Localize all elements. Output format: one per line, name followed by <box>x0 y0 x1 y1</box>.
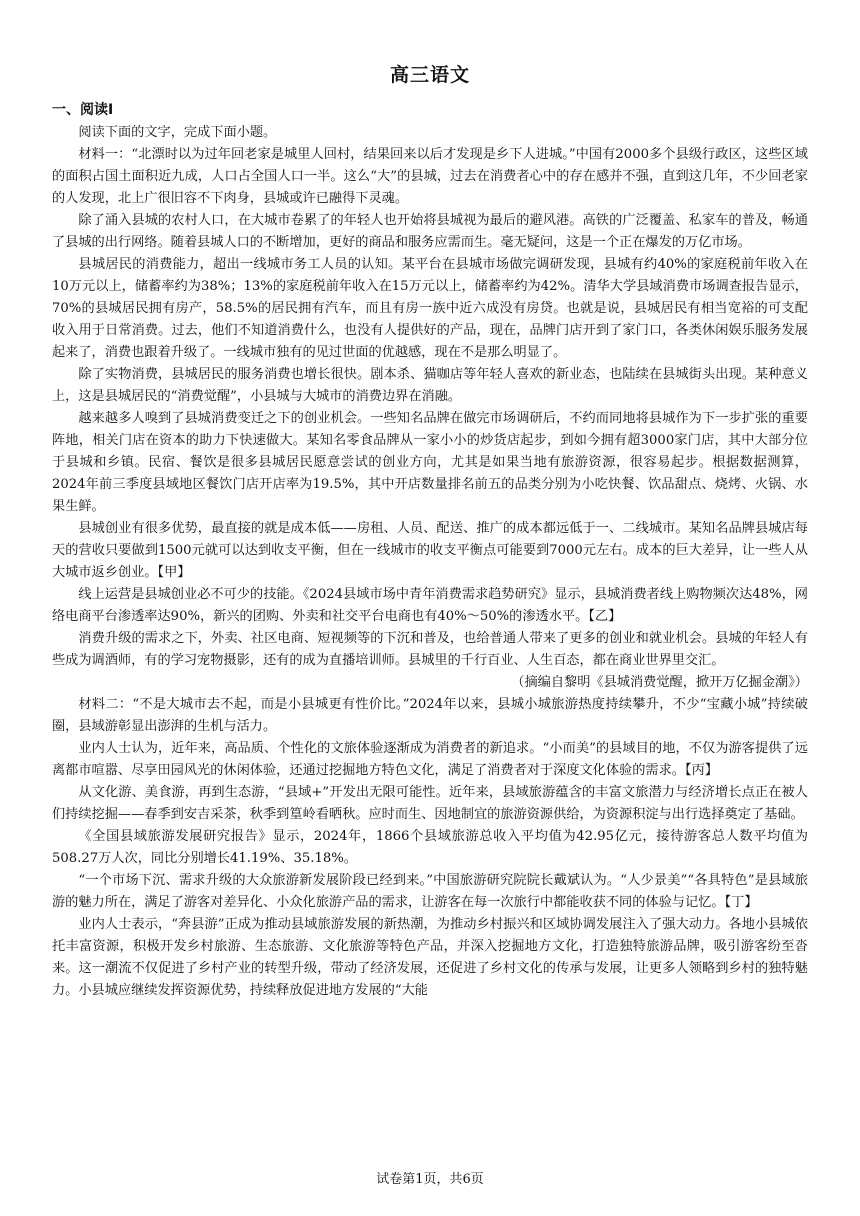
page-footer: 试卷第1页，共6页 <box>376 1172 484 1187</box>
paragraph: 除了涌入县城的农村人口，在大城市卷累了的年轻人也开始将县城视为最后的避风港。高铁的广泛覆盖、私家车的普及，畅通了县城的出行网络。随着县城人口的不断增加，更好的商品和服务应需而生。毫无疑问，这是一个正在爆发的万亿市场。 <box>52 213 808 250</box>
paragraph: 业内人士表示，“奔县游”正成为推动县域旅游发展的新热潮，为推动乡村振兴和区域协调发展注入了强大动力。各地小县城依托丰富资源，积极开发乡村旅游、生态旅游、文化旅游等特色产品，并深入挖掘地方文化，打造独特旅游品牌，吸引游客纷至沓来。这一潮流不仅促进了乡村产业的转型升级，带动了经济发展，还促进了乡村文化的传承与发展，让更多人领略到乡村的独特魅力。小县城应继续发挥资源优势，持续释放促进地方发展的“大能 <box>52 917 808 998</box>
paragraph: 从文化游、美食游，再到生态游，“县域+”开发出无限可能性。近年来，县域旅游蕴含的丰富文旅潜力与经济增长点正在被人们持续挖掘——春季到安吉采茶，秋季到篁岭看晒秋。应时而生、因地制宜的旅游资源供给，为资源积淀与出行选择奠定了基础。 <box>52 785 808 822</box>
paragraph: 业内人士认为，近年来，高品质、个性化的文旅体验逐渐成为消费者的新追求。“小而美”的县域目的地，不仅为游客提供了远离都市喧嚣、尽享田园风光的休闲体验，还通过挖掘地方特色文化，满足了消费者对于深度文化体验的需求。【丙】 <box>52 741 808 778</box>
section-heading: 一、阅读Ⅰ <box>52 102 114 118</box>
instruction-paragraph: 阅读下面的文字，完成下面小题。 <box>78 125 277 140</box>
paragraph: 材料一：“北漂时以为过年回老家是城里人回村，结果回来以后才发现是乡下人进城。”中国有2000多个县级行政区，这些区域的面积占国土面积近九成，人口占全国人口一半。这么“大”的县城，过去在消费者心中的存在感并不强，直到这几年，不少回老家的人发现，北上广很旧容不下肉身，县城或许已融得下灵魂。 <box>52 147 808 206</box>
source-citation: （摘编自黎明《县城消费觉醒，掀开万亿掘金潮》） <box>511 675 808 690</box>
paragraph: 《全国县域旅游发展研究报告》显示，2024年，1866个县域旅游总收入平均值为42.95亿元，接待游客总人数平均值为508.27万人次，同比分别增长41.19%、35.18%。 <box>52 829 808 866</box>
paragraph: “一个市场下沉、需求升级的大众旅游新发展阶段已经到来。”中国旅游研究院院长戴斌认为。“人少景美”“各具特色”是县域旅游的魅力所在，满足了游客对差异化、小众化旅游产品的需求，让游客在每一次旅行中都能收获不同的体验与记忆。【丁】 <box>52 873 808 910</box>
paragraph: 越来越多人嗅到了县城消费变迁之下的创业机会。一些知名品牌在做完市场调研后，不约而同地将县城作为下一步扩张的重要阵地，相关门店在资本的助力下快速做大。某知名零食品牌从一家小小的炒货店起步，到如今拥有超3000家门店，其中大部分位于县城和乡镇。民宿、餐饮是很多县城居民愿意尝试的创业方向，尤其是如果当地有旅游资源，很容易起步。根据数据测算，2024年前三季度县域地区餐饮门店开店率为19.5%，其中开店数量排名前五的品类分别为小吃快餐、饮品甜点、烧烤、火锅、水果生鲜。 <box>52 411 808 514</box>
paragraph: 县城创业有很多优势，最直接的就是成本低——房租、人员、配送、推广的成本都远低于一、二线城市。某知名品牌县城店每天的营收只要做到1500元就可以达到收支平衡，但在一线城市的收支平衡点可能要到7000元左右。成本的巨大差异，让一些人从大城市返乡创业。【甲】 <box>52 521 808 580</box>
reading-passage <box>52 122 808 1002</box>
paragraph: 除了实物消费，县城居民的服务消费也增长很快。剧本杀、猫咖店等年轻人喜欢的新业态，也陆续在县城街头出现。某种意义上，这是县城居民的“消费觉醒”，小县城与大城市的消费边界在消融。 <box>52 367 808 404</box>
paragraph: 线上运营是县城创业必不可少的技能。《2024县域市场中青年消费需求趋势研究》显示，县城消费者线上购物频次达48%，网络电商平台渗透率达90%，新兴的团购、外卖和社交平台电商也有40%～50%的渗透水平。【乙】 <box>52 587 808 624</box>
page-title: 高三语文 <box>389 64 470 86</box>
paragraph: 县城居民的消费能力，超出一线城市务工人员的认知。某平台在县城市场做完调研发现，县城有约40%的家庭税前年收入在10万元以上，储蓄率约为38%；13%的家庭税前年收入在15万元以上，储蓄率约为42%。清华大学县域消费市场调查报告显示，70%的县城居民拥有房产，58.5%的居民拥有汽车，而且有房一族中近六成没有房贷。也就是说，县城居民有相当宽裕的可支配收入用于日常消费。过去，他们不知道消费什么，也没有人提供好的产品，现在，品牌门店开到了家门口，各类休闲娱乐服务发展起来了，消费也跟着升级了。一线城市独有的见过世面的优越感，现在不是那么明显了。 <box>52 257 808 360</box>
paragraph: 消费升级的需求之下，外卖、社区电商、短视频等的下沉和普及，也给普通人带来了更多的创业和就业机会。县城的年轻人有些成为调酒师，有的学习宠物摄影，还有的成为直播培训师。县城里的千行百业、人生百态，都在商业世界里交汇。 <box>52 631 808 668</box>
paragraph: 材料二：“不是大城市去不起，而是小县城更有性价比。”2024年以来，县城小城旅游热度持续攀升，不少“宝藏小城”持续破圈，县域游彰显出澎湃的生机与活力。 <box>52 697 808 734</box>
